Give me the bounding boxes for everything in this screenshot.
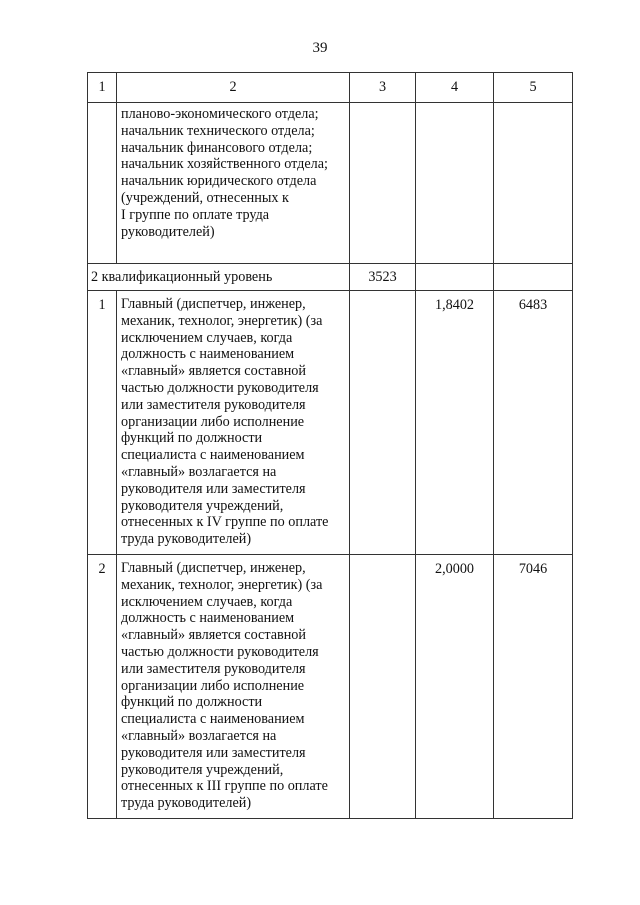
row-amount: 7046 bbox=[494, 554, 573, 818]
description-line: «главный» является составной bbox=[121, 363, 306, 380]
table-row bbox=[88, 554, 573, 818]
description-line: частью должности руководителя bbox=[121, 643, 319, 660]
qualification-level-col-4 bbox=[416, 264, 494, 291]
row-coefficient: 1,8402 bbox=[416, 291, 494, 555]
header-col-5: 5 bbox=[494, 73, 573, 103]
continuation-line: начальник технического отдела; bbox=[121, 122, 315, 139]
qualification-level-row bbox=[88, 264, 573, 291]
qualification-level-col-5 bbox=[494, 264, 573, 291]
header-col-2: 2 bbox=[117, 73, 350, 103]
row-col-3 bbox=[350, 291, 416, 555]
description-line: Главный (диспетчер, инженер, bbox=[121, 559, 306, 576]
header-col-1: 1 bbox=[88, 73, 117, 103]
row-amount: 6483 bbox=[494, 291, 573, 555]
qualification-level-salary: 3523 bbox=[350, 264, 416, 291]
table-header-row bbox=[88, 73, 573, 103]
qualification-table bbox=[87, 72, 573, 819]
continuation-col-5 bbox=[494, 103, 573, 264]
description-line: организации либо исполнение bbox=[121, 413, 305, 430]
description-line: механик, технолог, энергетик) (за bbox=[121, 576, 323, 593]
continuation-line: начальник юридического отдела bbox=[121, 173, 317, 190]
row-col-3 bbox=[350, 554, 416, 818]
row-description bbox=[117, 291, 350, 555]
continuation-num-cell bbox=[88, 103, 117, 264]
description-line: специалиста с наименованием bbox=[121, 447, 305, 464]
continuation-line: (учреждений, отнесенных к bbox=[121, 189, 289, 206]
description-line: руководителя учреждений, bbox=[121, 761, 284, 778]
continuation-description bbox=[117, 103, 350, 264]
description-line: отнесенных к IV группе по оплате bbox=[121, 514, 329, 531]
page-number: 39 bbox=[312, 40, 328, 56]
continuation-col-4 bbox=[416, 103, 494, 264]
continuation-col-3 bbox=[350, 103, 416, 264]
qualification-level-label: 2 квалификационный уровень bbox=[88, 264, 350, 291]
continuation-line: начальник финансового отдела; bbox=[121, 139, 313, 156]
description-line: руководителя или заместителя bbox=[121, 744, 306, 761]
continuation-line: руководителей) bbox=[121, 223, 215, 240]
description-line: труда руководителей) bbox=[121, 531, 252, 548]
description-line: руководителя или заместителя bbox=[121, 480, 306, 497]
description-line: исключением случаев, когда bbox=[121, 593, 293, 610]
description-line: исключением случаев, когда bbox=[121, 329, 293, 346]
description-line: должность с наименованием bbox=[121, 610, 295, 627]
description-line: частью должности руководителя bbox=[121, 379, 319, 396]
description-line: «главный» возлагается на bbox=[121, 727, 277, 744]
description-line: труда руководителей) bbox=[121, 795, 252, 812]
table-row bbox=[88, 291, 573, 555]
description-line: руководителя учреждений, bbox=[121, 497, 284, 514]
header-col-3: 3 bbox=[350, 73, 416, 103]
row-description bbox=[117, 554, 350, 818]
description-line: отнесенных к III группе по оплате bbox=[121, 778, 328, 795]
header-col-4: 4 bbox=[416, 73, 494, 103]
description-line: должность с наименованием bbox=[121, 346, 295, 363]
description-line: специалиста с наименованием bbox=[121, 711, 305, 728]
continuation-line: начальник хозяйственного отдела; bbox=[121, 156, 328, 173]
description-line: Главный (диспетчер, инженер, bbox=[121, 296, 306, 312]
row-number: 2 bbox=[88, 554, 117, 818]
description-line: организации либо исполнение bbox=[121, 677, 305, 694]
continuation-line: планово-экономического отдела; bbox=[121, 106, 319, 122]
description-line: механик, технолог, энергетик) (за bbox=[121, 312, 323, 329]
description-line: или заместителя руководителя bbox=[121, 396, 306, 413]
description-line: или заместителя руководителя bbox=[121, 660, 306, 677]
table-row-continuation bbox=[88, 103, 573, 264]
description-line: «главный» возлагается на bbox=[121, 463, 277, 480]
description-line: функций по должности bbox=[121, 430, 263, 447]
description-line: функций по должности bbox=[121, 694, 263, 711]
row-coefficient: 2,0000 bbox=[416, 554, 494, 818]
continuation-line: I группе по оплате труда bbox=[121, 206, 270, 223]
description-line: «главный» является составной bbox=[121, 627, 306, 644]
row-number: 1 bbox=[88, 291, 117, 555]
